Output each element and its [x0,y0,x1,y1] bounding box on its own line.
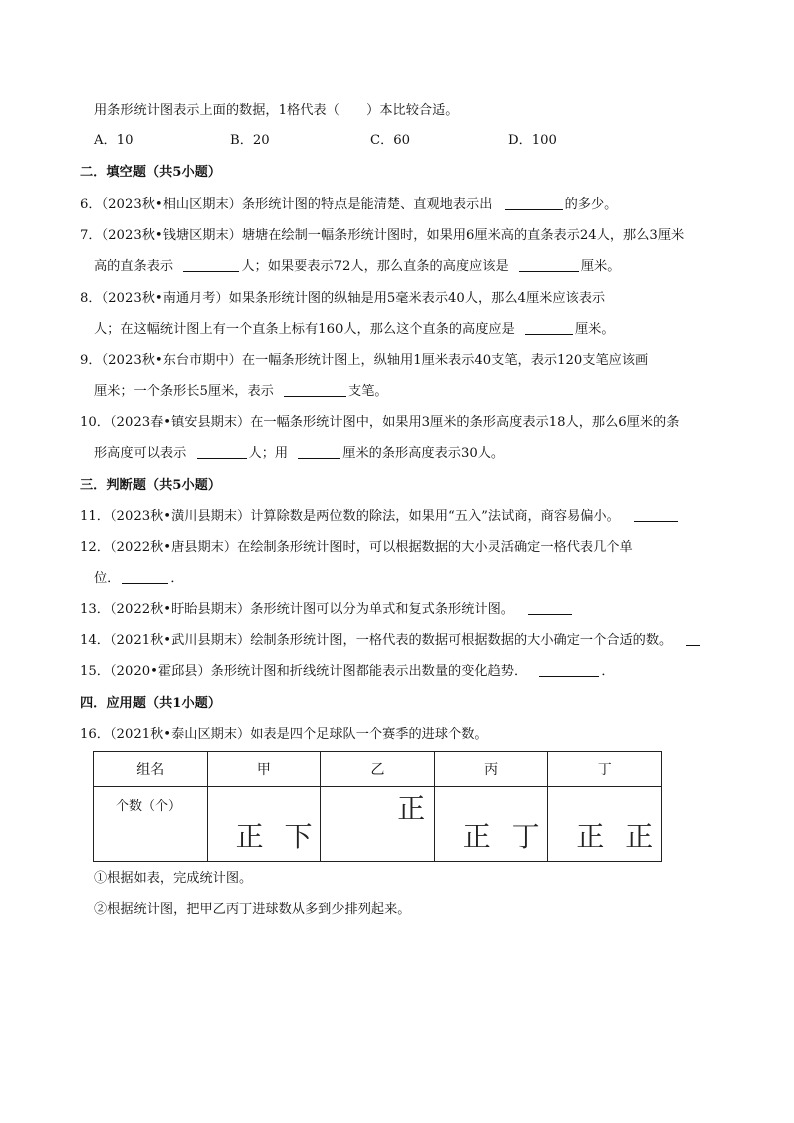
question-10-line-1: 10．（2023春•镇安县期末）在一幅条形统计图中，如果用3厘米的条形高度表示18人，那么6厘米的条 [80,415,680,430]
q7-text-a: 高的直条表示 [94,259,174,274]
sub-question-1: ①根据如表，完成统计图。 [94,871,253,886]
sub-question-2: ②根据统计图，把甲乙丙丁进球数从多到少排列起来。 [94,902,411,917]
q7-blank-1[interactable] [183,257,239,272]
q12-blank[interactable] [122,569,168,584]
header-jia: 甲 [207,752,321,787]
header-yi: 乙 [321,752,435,787]
question-5-options [94,131,694,151]
question-5-tail: 用条形统计图表示上面的数据，1格代表（ ）本比较合适。 [94,103,459,118]
q8-text-a: 人；在这幅统计图上有一个直条上标有160人，那么这个直条的高度应是 [94,322,515,337]
option-a[interactable]: A．10 [94,133,134,148]
header-group: 组名 [94,752,208,787]
row-label-cell [94,787,208,862]
question-8-line-2 [94,320,615,340]
tally-ding: 正 正 [576,820,660,853]
q13-text: 13．（2022秋•盱眙县期末）条形统计图可以分为单式和复式条形统计图。 [80,602,514,617]
question-13 [80,600,574,620]
q6-blank[interactable] [505,195,563,210]
question-9-line-2 [94,382,388,402]
q10-text-a: 形高度可以表示 [94,446,187,461]
q7-text-c: 厘米。 [580,259,621,274]
option-d[interactable]: D．100 [508,133,557,148]
tally-jia: 正 下 [235,820,319,853]
q14-blank[interactable] [686,631,700,646]
tally-cell-jia [207,787,321,862]
tally-cell-ding [548,787,662,862]
question-7-line-2 [94,257,620,277]
q15-end: ． [601,664,615,679]
q6-text: 6．（2023秋•相山区期末）条形统计图的特点是能清楚、直观地表示出 [80,197,493,212]
question-15 [80,662,615,682]
q13-blank[interactable] [528,600,572,615]
q9-text-b: 支笔。 [348,384,388,399]
q6-text-end: 的多少。 [564,197,618,212]
question-8-line-1: 8．（2023秋•南通月考）如果条形统计图的纵轴是用5毫米表示40人，那么4厘米应该表示 [80,291,606,306]
tally-yi: 正 [397,792,432,825]
question-11 [80,507,680,527]
tally-cell-yi [321,787,435,862]
header-ding: 丁 [548,752,662,787]
q8-blank[interactable] [525,320,573,335]
question-14 [80,631,702,651]
option-c[interactable]: C．60 [370,133,411,148]
q10-blank-2[interactable] [298,444,340,459]
q7-blank-2[interactable] [519,257,579,272]
question-16: 16．（2021秋•泰山区期末）如表是四个足球队一个赛季的进球个数。 [80,727,488,742]
question-7-line-1: 7．（2023秋•钱塘区期末）塘塘在绘制一幅条形统计图时，如果用6厘米高的直条表示24人，那么3厘米 [80,228,685,243]
q12-text: 位． [94,571,121,586]
q9-blank[interactable] [284,382,346,397]
q10-text-b: 人；用 [248,446,289,461]
tally-cell-bing [434,787,548,862]
table-header-row [94,752,662,787]
question-12-line-2 [94,569,184,589]
table-row [94,787,662,862]
option-b[interactable]: B．20 [230,133,270,148]
row-label: 个数（个） [116,799,182,814]
q14-text: 14．（2021秋•武川县期末）绘制条形统计图，一格代表的数据可根据数据的大小确定一个合适的数。 [80,633,673,648]
q10-blank-1[interactable] [197,444,247,459]
q11-text: 11．（2023秋•潢川县期末）计算除数是两位数的除法，如果用“五入”法试商，商容易偏小。 [80,509,620,524]
goal-tally-table [93,751,662,862]
q15-text: 15．（2020•霍邱县）条形统计图和折线统计图都能表示出数量的变化趋势． [80,664,528,679]
section-2-title: 二．填空题（共5小题） [80,165,222,180]
q9-text-a: 厘米；一个条形长5厘米，表示 [94,384,274,399]
q12-end: ． [170,571,184,586]
question-9-line-1: 9．（2023秋•东台市期中）在一幅条形统计图上，纵轴用1厘米表示40支笔，表示120支笔应该画 [80,353,649,368]
header-bing: 丙 [434,752,548,787]
q7-text-b: 人；如果要表示72人，那么直条的高度应该是 [241,259,509,274]
q11-blank[interactable] [634,507,678,522]
q15-blank[interactable] [539,662,599,677]
question-6 [80,195,617,215]
tally-bing: 正 丁 [462,820,546,853]
q8-text-b: 厘米。 [575,322,615,337]
q10-text-c: 厘米的条形高度表示30人。 [342,446,505,461]
section-4-title: 四．应用题（共1小题） [80,696,222,711]
question-12-line-1: 12．（2022秋•唐县期末）在绘制条形统计图时，可以根据数据的大小灵活确定一格代表几个单 [80,540,633,555]
section-3-title: 三．判断题（共5小题） [80,478,222,493]
question-10-line-2 [94,444,504,464]
